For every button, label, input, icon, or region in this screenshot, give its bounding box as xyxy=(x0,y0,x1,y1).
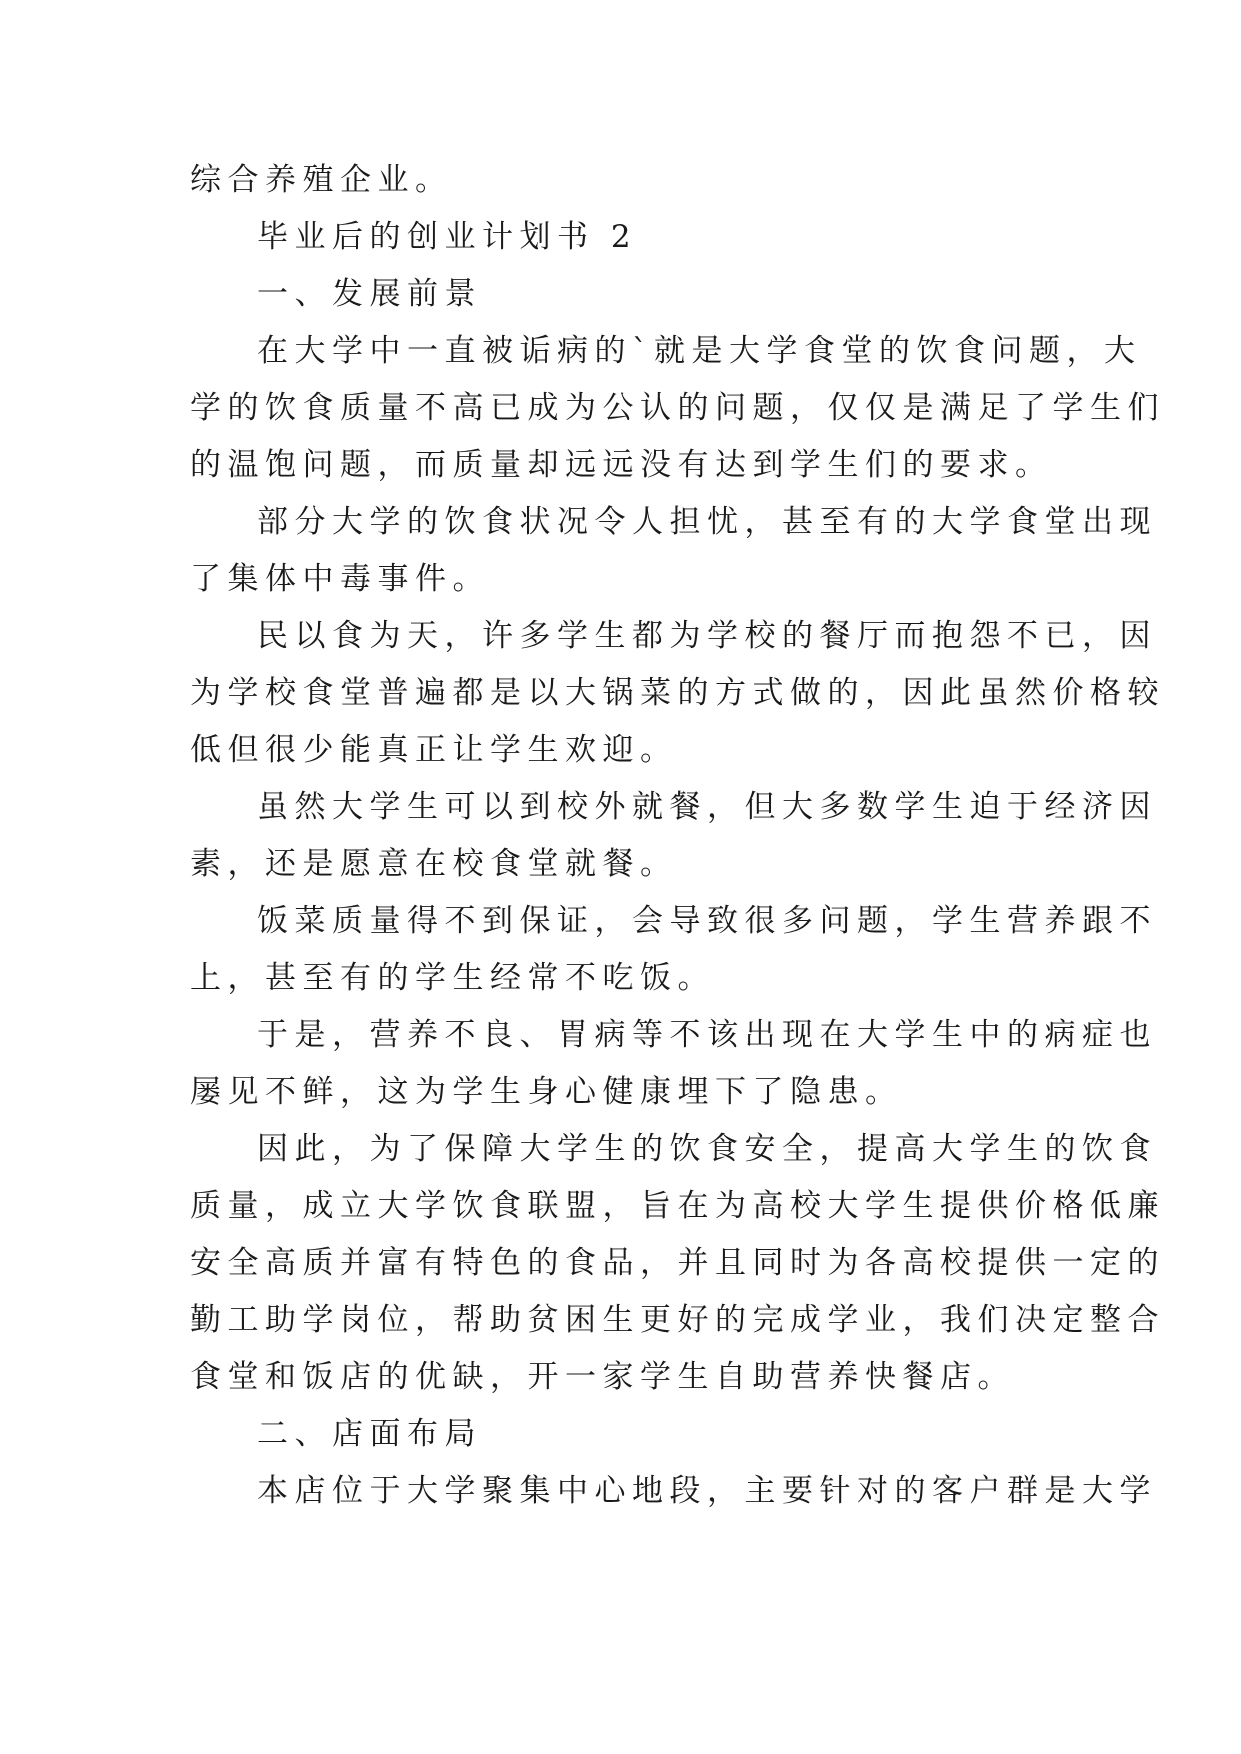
section-heading: 一、发展前景 xyxy=(257,276,482,312)
text-line: 了集体中毒事件。 xyxy=(190,561,490,597)
paragraph-first-line: 饭菜质量得不到保证，会导致很多问题，学生营养跟不 xyxy=(257,903,1157,939)
text-line: 低但很少能真正让学生欢迎。 xyxy=(190,732,678,768)
text-line: 学的饮食质量不高已成为公认的问题，仅仅是满足了学生们 xyxy=(190,390,1165,426)
text-line: 食堂和饭店的优缺，开一家学生自助营养快餐店。 xyxy=(190,1359,1015,1395)
text-line: 综合养殖企业。 xyxy=(190,162,453,198)
paragraph-first-line: 民以食为天，许多学生都为学校的餐厅而抱怨不已，因 xyxy=(257,618,1157,654)
paragraph-first-line: 虽然大学生可以到校外就餐，但大多数学生迫于经济因 xyxy=(257,789,1157,825)
paragraph-first-line: 本店位于大学聚集中心地段，主要针对的客户群是大学 xyxy=(257,1473,1157,1509)
paragraph-first-line: 在大学中一直被诟病的`就是大学食堂的饮食问题，大 xyxy=(257,333,1142,369)
paragraph-first-line: 因此，为了保障大学生的饮食安全，提高大学生的饮食 xyxy=(257,1131,1157,1167)
text-line: 屡见不鲜，这为学生身心健康埋下了隐患。 xyxy=(190,1074,903,1110)
text-line: 安全高质并富有特色的食品，并且同时为各高校提供一定的 xyxy=(190,1245,1165,1281)
paragraph-first-line: 于是，营养不良、胃病等不该出现在大学生中的病症也 xyxy=(257,1017,1157,1053)
section-heading: 毕业后的创业计划书 2 xyxy=(257,219,638,255)
text-line: 上，甚至有的学生经常不吃饭。 xyxy=(190,960,715,996)
text-line: 勤工助学岗位，帮助贫困生更好的完成学业，我们决定整合 xyxy=(190,1302,1165,1338)
text-line: 素，还是愿意在校食堂就餐。 xyxy=(190,846,678,882)
text-line: 质量，成立大学饮食联盟，旨在为高校大学生提供价格低廉 xyxy=(190,1188,1165,1224)
paragraph-first-line: 部分大学的饮食状况令人担忧，甚至有的大学食堂出现 xyxy=(257,504,1157,540)
section-heading: 二、店面布局 xyxy=(257,1416,482,1452)
text-line: 的温饱问题，而质量却远远没有达到学生们的要求。 xyxy=(190,447,1053,483)
text-line: 为学校食堂普遍都是以大锅菜的方式做的，因此虽然价格较 xyxy=(190,675,1165,711)
